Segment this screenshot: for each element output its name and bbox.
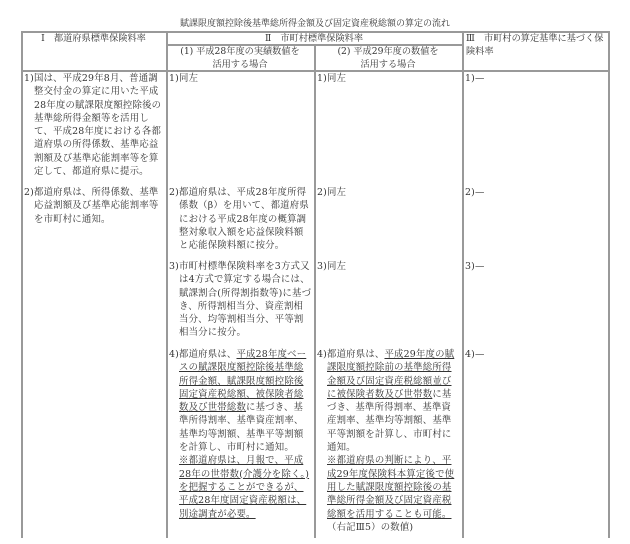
header-col2b-line1: (2) 平成29年度の数値を: [337, 46, 439, 57]
table-cell-row1-c2: [169, 72, 312, 85]
document-title: 賦課限度額控除後基準総所得金額及び固定資産税総額の算定の流れ: [179, 19, 450, 29]
column-divider-3: [462, 31, 464, 538]
table-cell-row3-c3: [317, 260, 460, 273]
table-cell-row1-c4: [465, 72, 605, 85]
cell-text: 3)市町村標準保険料率を3方式又は4方式で算定する場合には、賦課割合(所得割指数等)に基づき、所得割相当分、資産割相当分、均等割相当分、平等割相当分に按分。: [169, 261, 312, 339]
table-cell-row2-c2: [169, 186, 312, 252]
cell-text: 1)国は、平成29年8月、普通調整交付金の算定に用いた平成28年度の賦課限度額控除後の基準総所得金額等を活用して、平成28年度における各都道府県の所得係数、基準応益割額及び基準応能割率等を算定して、都道府県に提示。: [24, 73, 162, 178]
underlined-text: ※都道府県の判断により、平成29年度保険料本算定後で使用した賦課限度額控除後の基準総所得金額及び固定資産税総額を活用することも可能。: [327, 455, 455, 520]
cell-text: 3)—: [465, 261, 485, 272]
header-col2a: [166, 45, 314, 71]
table-border-right: [608, 31, 610, 538]
table-cell-row1-c1: [24, 72, 165, 178]
cell-text: 4)都道府県は、: [317, 349, 385, 360]
underlined-text: 平成29年度の賦課限度額控除前の基準総所得金額及び固定資産税総額並びに被保険者数及び世帯数: [327, 349, 455, 400]
cell-text: 4)—: [465, 349, 485, 360]
cell-text: 4)都道府県は、: [169, 349, 237, 360]
table-cell-row4-c3: [317, 348, 460, 534]
column-divider-2: [314, 44, 316, 538]
underlined-text: 平成28年度ベースの賦課限度額控除後基準総所得金額、賦課限度額控除後固定資産税総額、被保険者総数及び世帯総数: [179, 349, 307, 414]
cell-text: （右記Ⅲ5）の数値): [327, 521, 414, 533]
header-col3: Ⅲ 市町村の算定基準に基づく保険料率: [466, 33, 604, 57]
table-cell-row3-c2: [169, 260, 312, 340]
table-cell-row2-c3: [317, 186, 460, 199]
cell-text: 3)同左: [317, 261, 347, 272]
header-col2a-line1: (1) 平成28年度の実績数値を: [180, 46, 300, 57]
header-col2b: [314, 45, 462, 71]
underlined-text: ※都道府県は、月報で、平成28年の世帯数(介護分を除く。)を把握することができるが、平成28年度固定資産税額は、別途調査が必要。: [179, 455, 310, 520]
header-col1: Ⅰ 都道府県標準保険料率: [41, 33, 146, 44]
table-cell-row4-c2: [169, 348, 312, 521]
table-cell-row2-c1: [24, 186, 165, 226]
header-col2-group: Ⅱ 市町村標準保険料率: [264, 33, 364, 44]
cell-text: 2)都道府県は、平成28年度所得係数（β）を用いて、都道府県における平成28年度の概算調整対象収入額を応益保険料額と応能保険料額に按分。: [169, 187, 309, 252]
cell-text: 1)—: [465, 73, 485, 84]
cell-text: 2)都道府県は、所得係数、基準応益割額及び基準応能割率等を市町村に通知。: [24, 187, 159, 225]
cell-text: に基づき、基準所得割率、基準資産割率、基準均等割額、基準平等割額を計算し、市町村に通知。: [179, 402, 304, 454]
header-col2a-line2: 活用する場合: [212, 59, 268, 70]
table-cell-row1-c3: [317, 72, 460, 85]
table-cell-row2-c4: [465, 186, 605, 199]
table-border-left: [21, 31, 23, 538]
cell-text: 1)同左: [317, 73, 347, 84]
cell-text: 2)—: [465, 187, 485, 198]
header-col2b-line2: 活用する場合: [360, 59, 416, 70]
table-cell-row3-c4: [465, 260, 605, 273]
column-divider-1: [166, 31, 168, 538]
cell-text: に基づき、基準所得割率、基準資産割率、基準均等割額、基準平等割額を計算し、市町村に通知。: [327, 388, 452, 454]
cell-text: 1)同左: [169, 73, 199, 84]
table-cell-row4-c4: [465, 348, 605, 361]
cell-text: 2)同左: [317, 187, 347, 198]
